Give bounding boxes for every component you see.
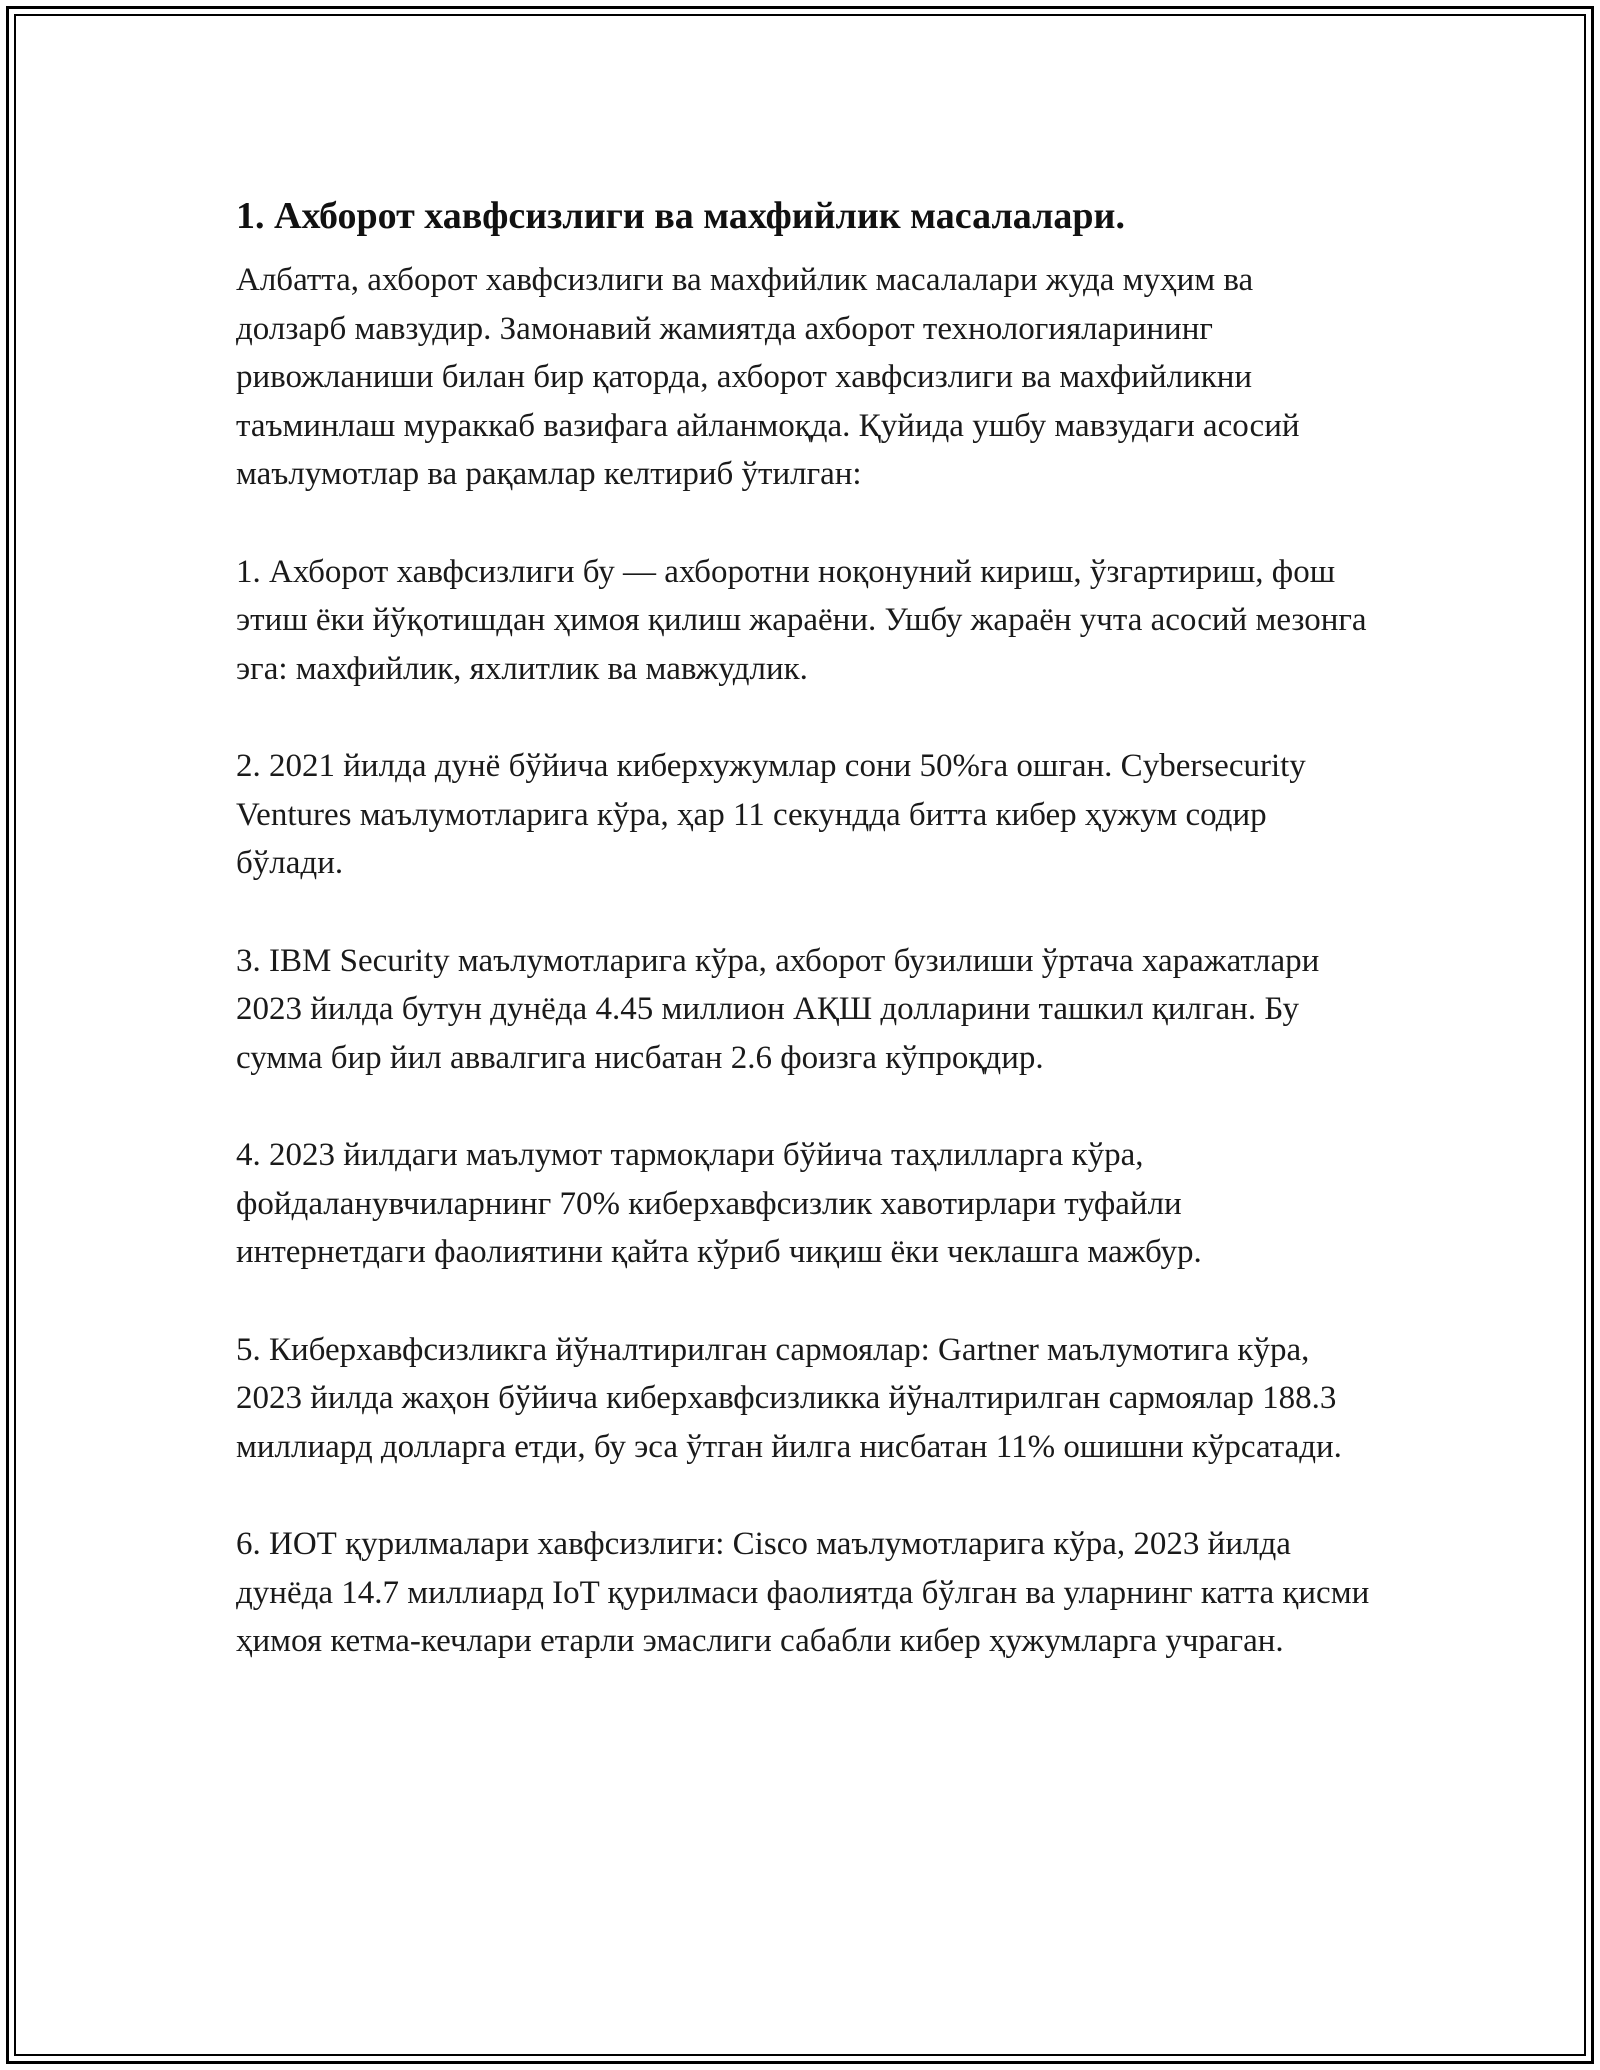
point-2-paragraph: 2. 2021 йилда дунё бўйича киберхужумлар сони 50%га ошган. Cybersecurity Ventures маълумотларига кўра, ҳар 11 секундда битта кибер ҳужум содир бўлади. — [236, 748, 1306, 881]
point-6-paragraph: 6. ИОТ қурилмалари хавфсизлиги: Cisco маълумотларига кўра, 2023 йилда дунёда 14.7 миллиард IoT қурилмаси фаолиятда бўлган ва уларнинг катта қисми ҳимоя кетма-кечлари етарли эмаслиги сабабли кибер ҳужумларга учраган. — [236, 1526, 1370, 1659]
point-1-paragraph: 1. Ахборот хавфсизлиги бу — ахборотни ноқонуний кириш, ўзгартириш, фош этиш ёки йўқотишдан ҳимоя қилиш жараёни. Ушбу жараён учта асосий мезонга эга: махфийлик, яхлитлик ва мавжудлик. — [236, 553, 1367, 687]
point-4-paragraph: 4. 2023 йилдаги маълумот тармоқлари бўйича таҳлилларга кўра, фойдаланувчиларнинг 70% киберхавфсизлик хавотирлари туфайли интернетдаги фаолиятини қайта кўриб чиқиш ёки чеклашга мажбур. — [236, 1137, 1202, 1270]
document-title: 1. Ахборот хавфсизлиги ва махфийлик масалалари. — [236, 195, 1125, 237]
intro-paragraph: Албатта, ахборот хавфсизлиги ва махфийлик масалалари жуда муҳим ва долзарб мавзудир. Замонавий жамиятда ахборот технологияларининг ривожланиши билан бир қаторда, ахборот хавфсизлиги ва махфийликни таъминлаш мураккаб вазифага айланмоқда. Қуйида ушбу мавзудаги асосий маълумотлар ва рақамлар келтириб ўтилган: — [236, 262, 1300, 492]
document-body — [236, 188, 1370, 1715]
point-5-paragraph: 5. Киберхавфсизликга йўналтирилган сармоялар: Gartner маълумотига кўра, 2023 йилда жаҳон бўйича киберхавфсизликка йўналтирилган сармоялар 188.3 миллиард долларга етди, бу эса ўтган йилга нисбатан 11% ошишни кўрсатади. — [236, 1331, 1342, 1465]
point-3-paragraph: 3. IBM Security маълумотларига кўра, ахборот бузилиши ўртача харажатлари 2023 йилда бутун дунёда 4.45 миллион АҚШ долларини ташкил қилган. Бу сумма бир йил аввалгига нисбатан 2.6 фоизга кўпроқдир. — [236, 942, 1320, 1076]
